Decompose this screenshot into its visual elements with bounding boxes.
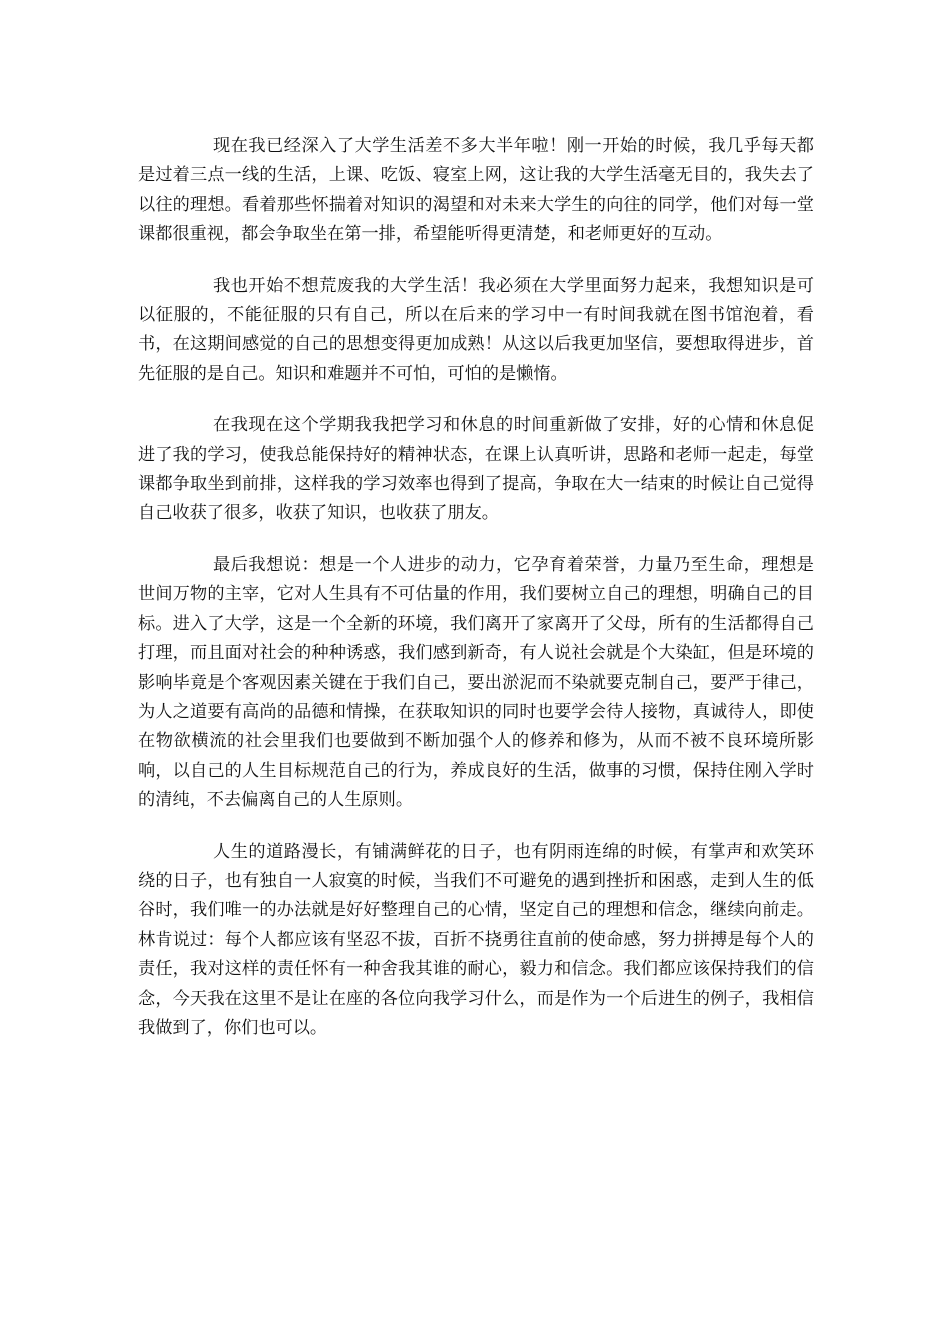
paragraph-5: 人生的道路漫长，有铺满鲜花的日子，也有阴雨连绵的时候，有掌声和欢笑环绕的日子，也有独自一人寂寞的时候，当我们不可避免的遇到挫折和困惑，走到人生的低谷时，我们唯一的办法就是好好整理自己的心情，坚定自己的理想和信念，继续向前走。林肯说过：每个人都应该有坚忍不拔，百折不挠勇往直前的使命感，努力拼搏是每个人的责任，我对这样的责任怀有一种舍我其谁的耐心，毅力和信念。我们都应该保持我们的信念，今天我在这里不是让在座的各位向我学习什么，而是作为一个后进生的例子，我相信我做到了，你们也可以。 [138,841,814,1038]
document-body [138,132,814,1065]
paragraph-4: 最后我想说：想是一个人进步的动力，它孕育着荣誉，力量乃至生命，理想是世间万物的主宰，它对人生具有不可估量的作用，我们要树立自己的理想，明确自己的目标。进入了大学，这是一个全新的环境，我们离开了家离开了父母，所有的生活都得自己打理，而且面对社会的种种诱惑，我们感到新奇，有人说社会就是个大染缸，但是环境的影响毕竟是个客观因素关键在于我们自己，要出淤泥而不染就要克制自己，要严于律己，为人之道要有高尚的品德和情操，在获取知识的同时也要学会待人接物，真诚待人，即使在物欲横流的社会里我们也要做到不断加强个人的修养和修为，从而不被不良环境所影响，以自己的人生目标规范自己的行为，养成良好的生活，做事的习惯，保持住刚入学时的清纯，不去偏离自己的人生原则。 [138,554,814,811]
paragraph-1: 现在我已经深入了大学生活差不多大半年啦！刚一开始的时候，我几乎每天都是过着三点一线的生活，上课、吃饭、寝室上网，这让我的大学生活毫无目的，我失去了以往的理想。看着那些怀揣着对知识的渴望和对未来大学生的向往的同学，他们对每一堂课都很重视，都会争取坐在第一排，希望能听得更清楚，和老师更好的互动。 [138,136,814,245]
paragraph-3: 在我现在这个学期我我把学习和休息的时间重新做了安排，好的心情和休息促进了我的学习，使我总能保持好的精神状态，在课上认真听讲，思路和老师一起走，每堂课都争取坐到前排，这样我的学习效率也得到了提高，争取在大一结束的时候让自己觉得自己收获了很多，收获了知识，也收获了朋友。 [138,415,814,524]
paragraph-2: 我也开始不想荒废我的大学生活！我必须在大学里面努力起来，我想知识是可以征服的，不能征服的只有自己，所以在后来的学习中一有时间我就在图书馆泡着，看书，在这期间感觉的自己的思想变得更加成熟！从这以后我更加坚信，要想取得进步，首先征服的是自己。知识和难题并不可怕，可怕的是懒惰。 [138,275,814,384]
